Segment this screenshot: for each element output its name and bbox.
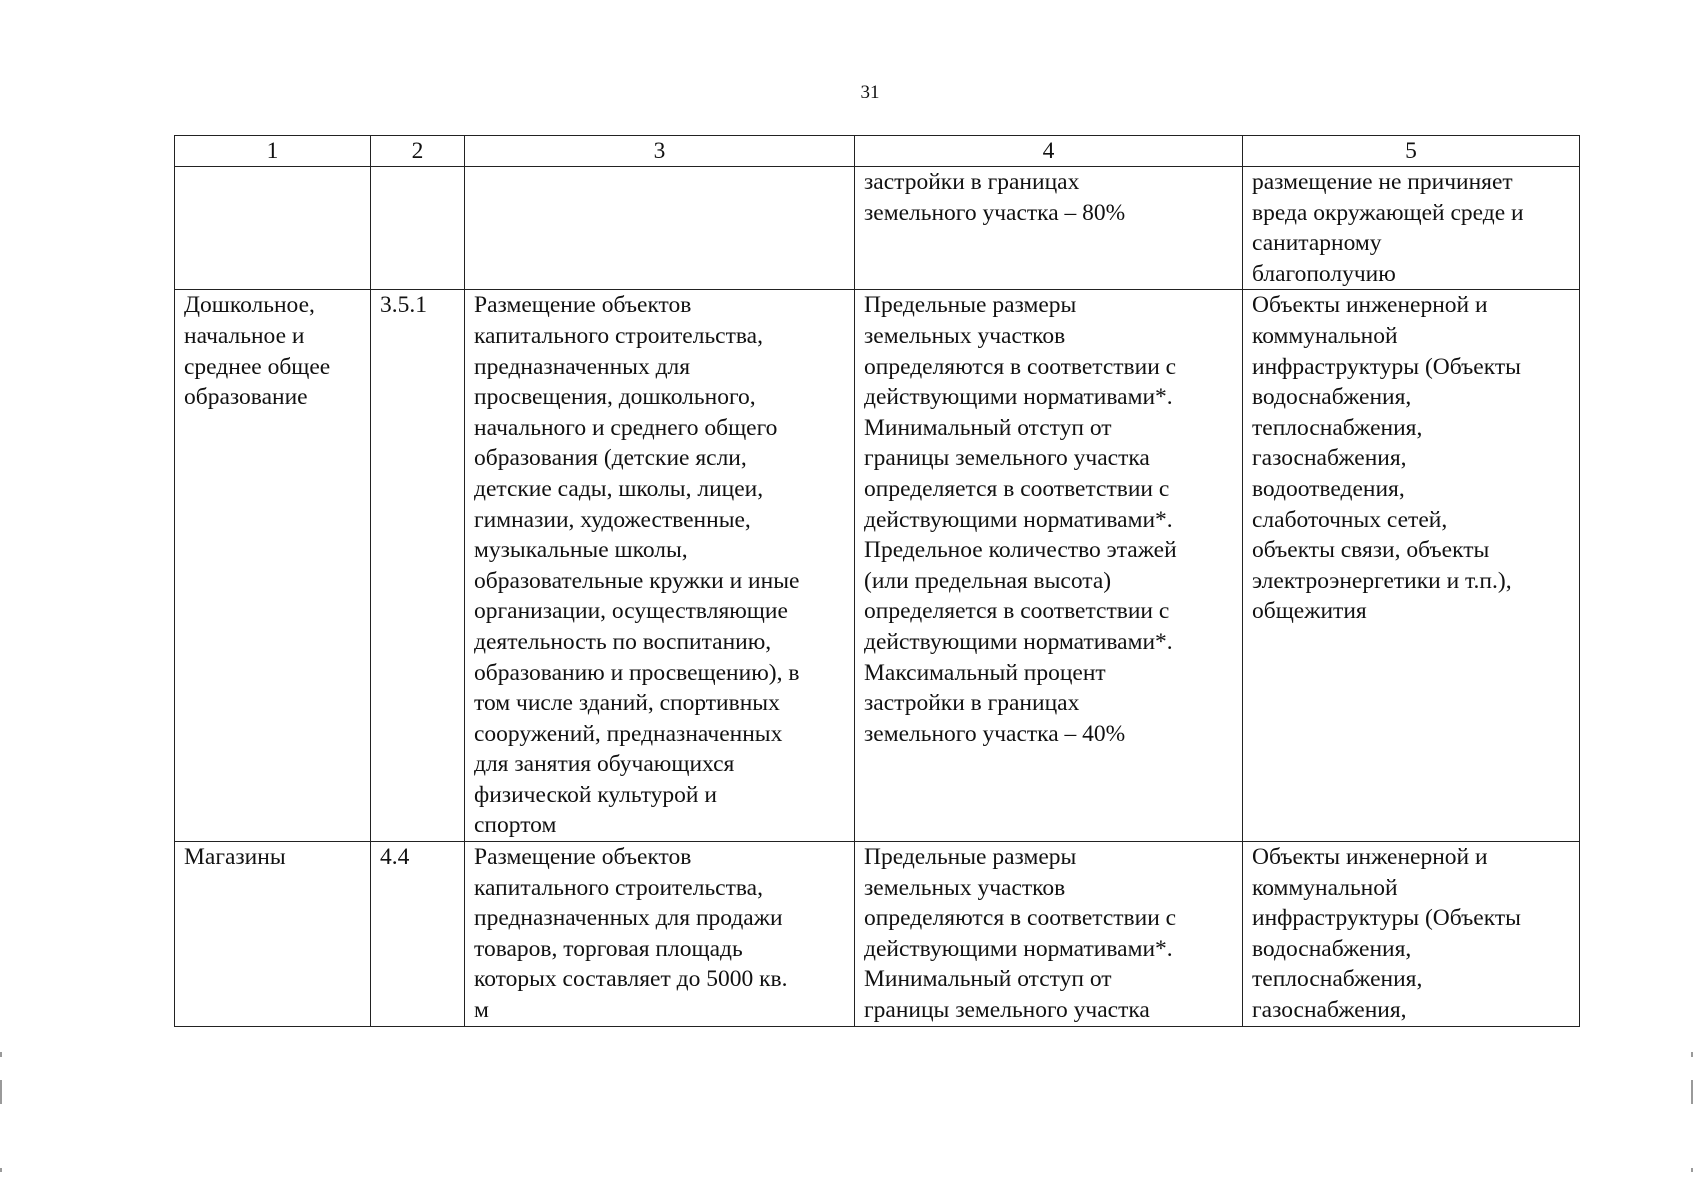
table-body [175, 167, 1580, 1027]
column-header-1: 1 [175, 136, 371, 167]
cell-auxiliary-uses [1243, 167, 1580, 290]
cell-text: размещение не причиняет вреда окружающей среде и санитарному благополучию [1252, 169, 1524, 287]
cell-text: Размещение объектов капитального строительства, предназначенных для продажи товаров, торговая площадь которых составляет до 5000 кв. м [474, 844, 788, 1024]
scan-artifact [1691, 1052, 1693, 1057]
cell-use-description [465, 290, 855, 842]
cell-use-name [175, 842, 371, 1027]
cell-auxiliary-uses [1243, 842, 1580, 1027]
cell-use-code [371, 842, 465, 1027]
cell-text: Магазины [184, 844, 286, 871]
cell-text: 4.4 [380, 844, 410, 871]
table-row [175, 167, 1580, 290]
scan-artifact [0, 1168, 2, 1172]
cell-parameters [855, 167, 1243, 290]
cell-text: Предельные размеры земельных участков определяются в соответствии с действующими нормативами*. Минимальный отступ от границы земельного участка [864, 844, 1177, 1024]
cell-text: Размещение объектов капитального строительства, предназначенных для просвещения, дошкольного, начального и среднего общего образования (детские ясли, детские сады, школы, лицеи, гимназии, художественные, музыкальные школы, образовательные кружки и иные организации, осуществляющие деятельность по воспитанию, образованию и просвещению), в том числе зданий, спортивных сооружений, предназначенных для занятия обучающихся физической культурой и спортом [474, 292, 800, 839]
cell-parameters [855, 290, 1243, 842]
scan-artifact [0, 1052, 2, 1057]
scan-artifact [0, 1080, 2, 1104]
cell-use-name [175, 290, 371, 842]
cell-parameters [855, 842, 1243, 1027]
cell-use-code [371, 290, 465, 842]
cell-use-name [175, 167, 371, 290]
land-use-table [174, 135, 1580, 1027]
cell-use-description [465, 842, 855, 1027]
cell-text: 3.5.1 [380, 292, 427, 319]
column-header-5: 5 [1243, 136, 1580, 167]
scan-artifact [1691, 1168, 1693, 1172]
header-row [175, 136, 1580, 167]
table-row [175, 842, 1580, 1027]
column-header-2: 2 [371, 136, 465, 167]
cell-use-code [371, 167, 465, 290]
cell-text: застройки в границах земельного участка – 80% [864, 169, 1126, 226]
page-number: 31 [860, 82, 880, 103]
scan-artifact [1691, 1080, 1693, 1104]
cell-use-description [465, 167, 855, 290]
column-header-3: 3 [465, 136, 855, 167]
cell-text: Дошкольное, начальное и среднее общее образование [184, 292, 331, 411]
cell-text: Объекты инженерной и коммунальной инфраструктуры (Объекты водоснабжения, теплоснабжения, газоснабжения, [1252, 844, 1521, 1024]
cell-text: Объекты инженерной и коммунальной инфраструктуры (Объекты водоснабжения, теплоснабжения, газоснабжения, водоотведения, слаботочных сетей, объекты связи, объекты электроэнергетики и т.п.), общежития [1252, 292, 1521, 625]
cell-auxiliary-uses [1243, 290, 1580, 842]
table-header [175, 136, 1580, 167]
table-row [175, 290, 1580, 842]
cell-text: Предельные размеры земельных участков определяются в соответствии с действующими нормативами*. Минимальный отступ от границы земельного участка определяется в соответствии с действующими нормативами*. Предельное количество этажей (или предельная высота) определяется в соответствии с действующими нормативами*. Максимальный процент застройки в границах земельного участка – 40% [864, 292, 1177, 747]
column-header-4: 4 [855, 136, 1243, 167]
